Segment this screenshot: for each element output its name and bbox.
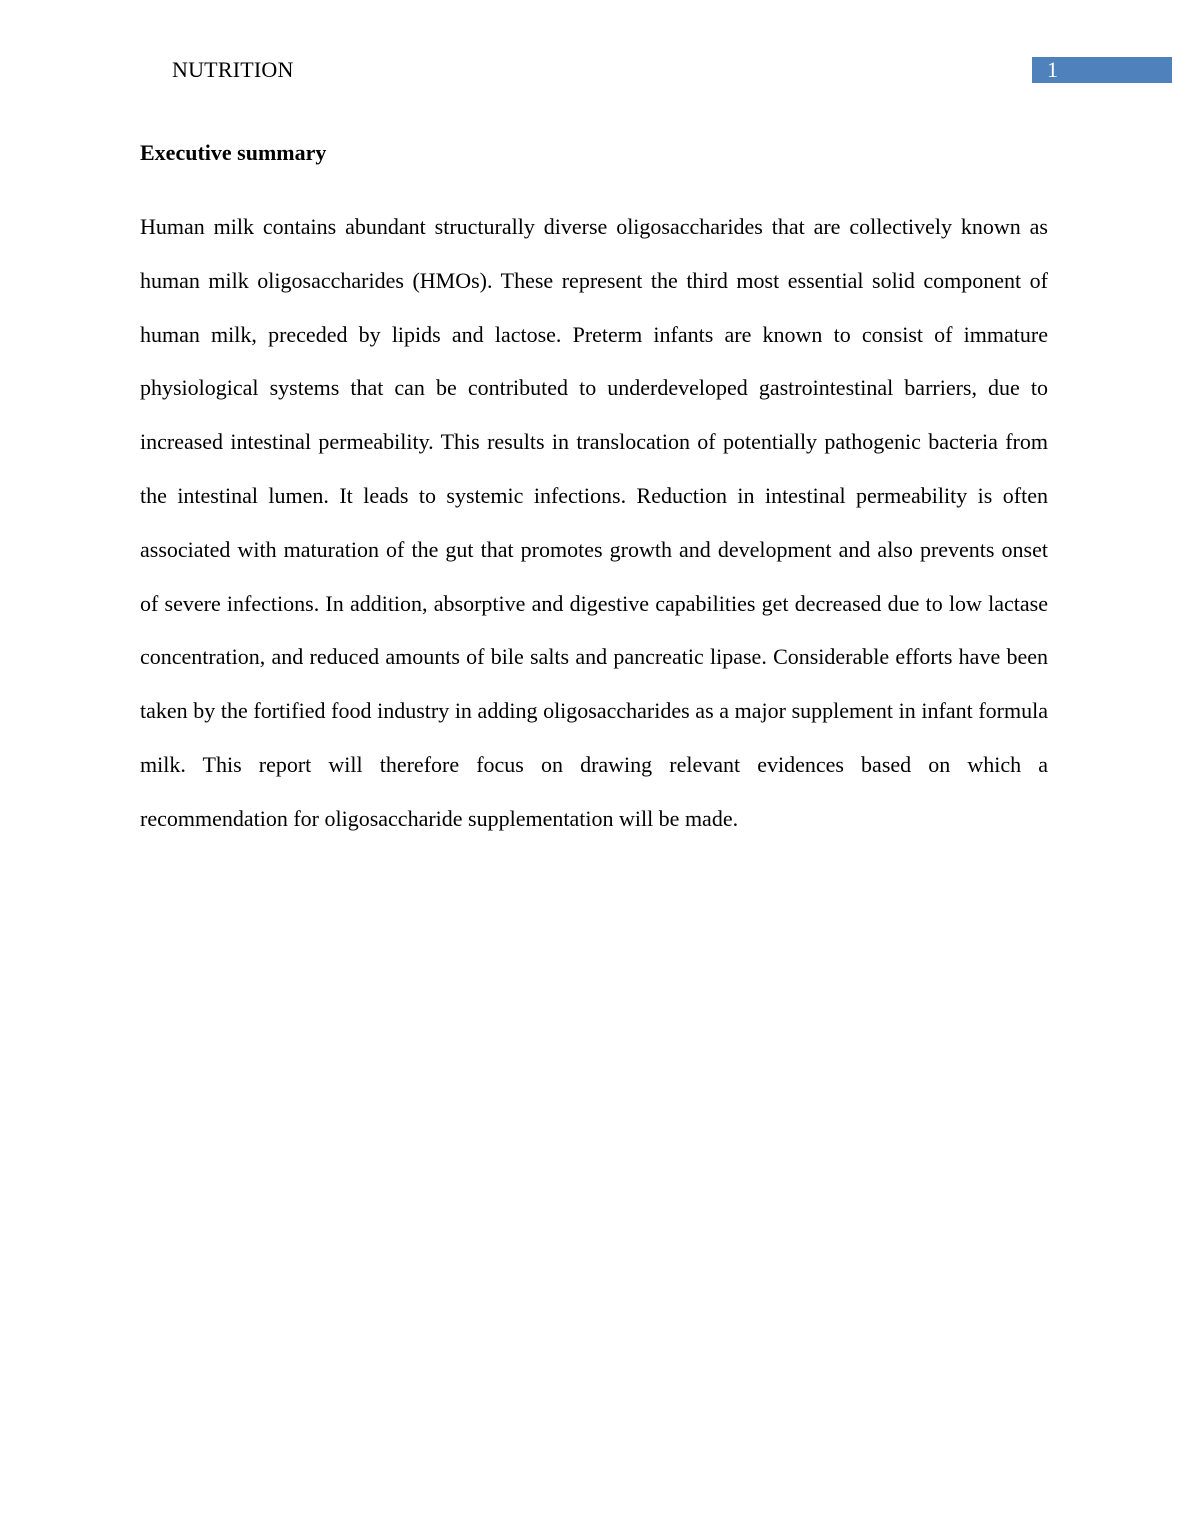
running-head: NUTRITION	[172, 57, 294, 82]
page-number-badge	[1032, 57, 1172, 83]
section-heading: Executive summary	[140, 140, 327, 165]
page-number: 1	[1047, 57, 1058, 82]
body-paragraph: Human milk contains abundant structurally diverse oligosaccharides that are collectively known as human milk oligosaccharides (HMOs). These represent the third most essential solid component of human milk, preceded by lipids and lactose. Preterm infants are known to consist of immature physiological systems that can be contributed to underdeveloped gastrointestinal barriers, due to increased intestinal permeability. This results in translocation of potentially pathogenic bacteria from the intestinal lumen. It leads to systemic infections. Reduction in intestinal permeability is often associated with maturation of the gut that promotes growth and development and also prevents onset of severe infections. In addition, absorptive and digestive capabilities get decreased due to low lactase concentration, and reduced amounts of bile salts and pancreatic lipase. Considerable efforts have been taken by the fortified food industry in adding oligosaccharides as a major supplement in infant formula milk. This report will therefore focus on drawing relevant evidences based on which a recommendation for oligosaccharide supplementation will be made.	[140, 214, 1048, 831]
